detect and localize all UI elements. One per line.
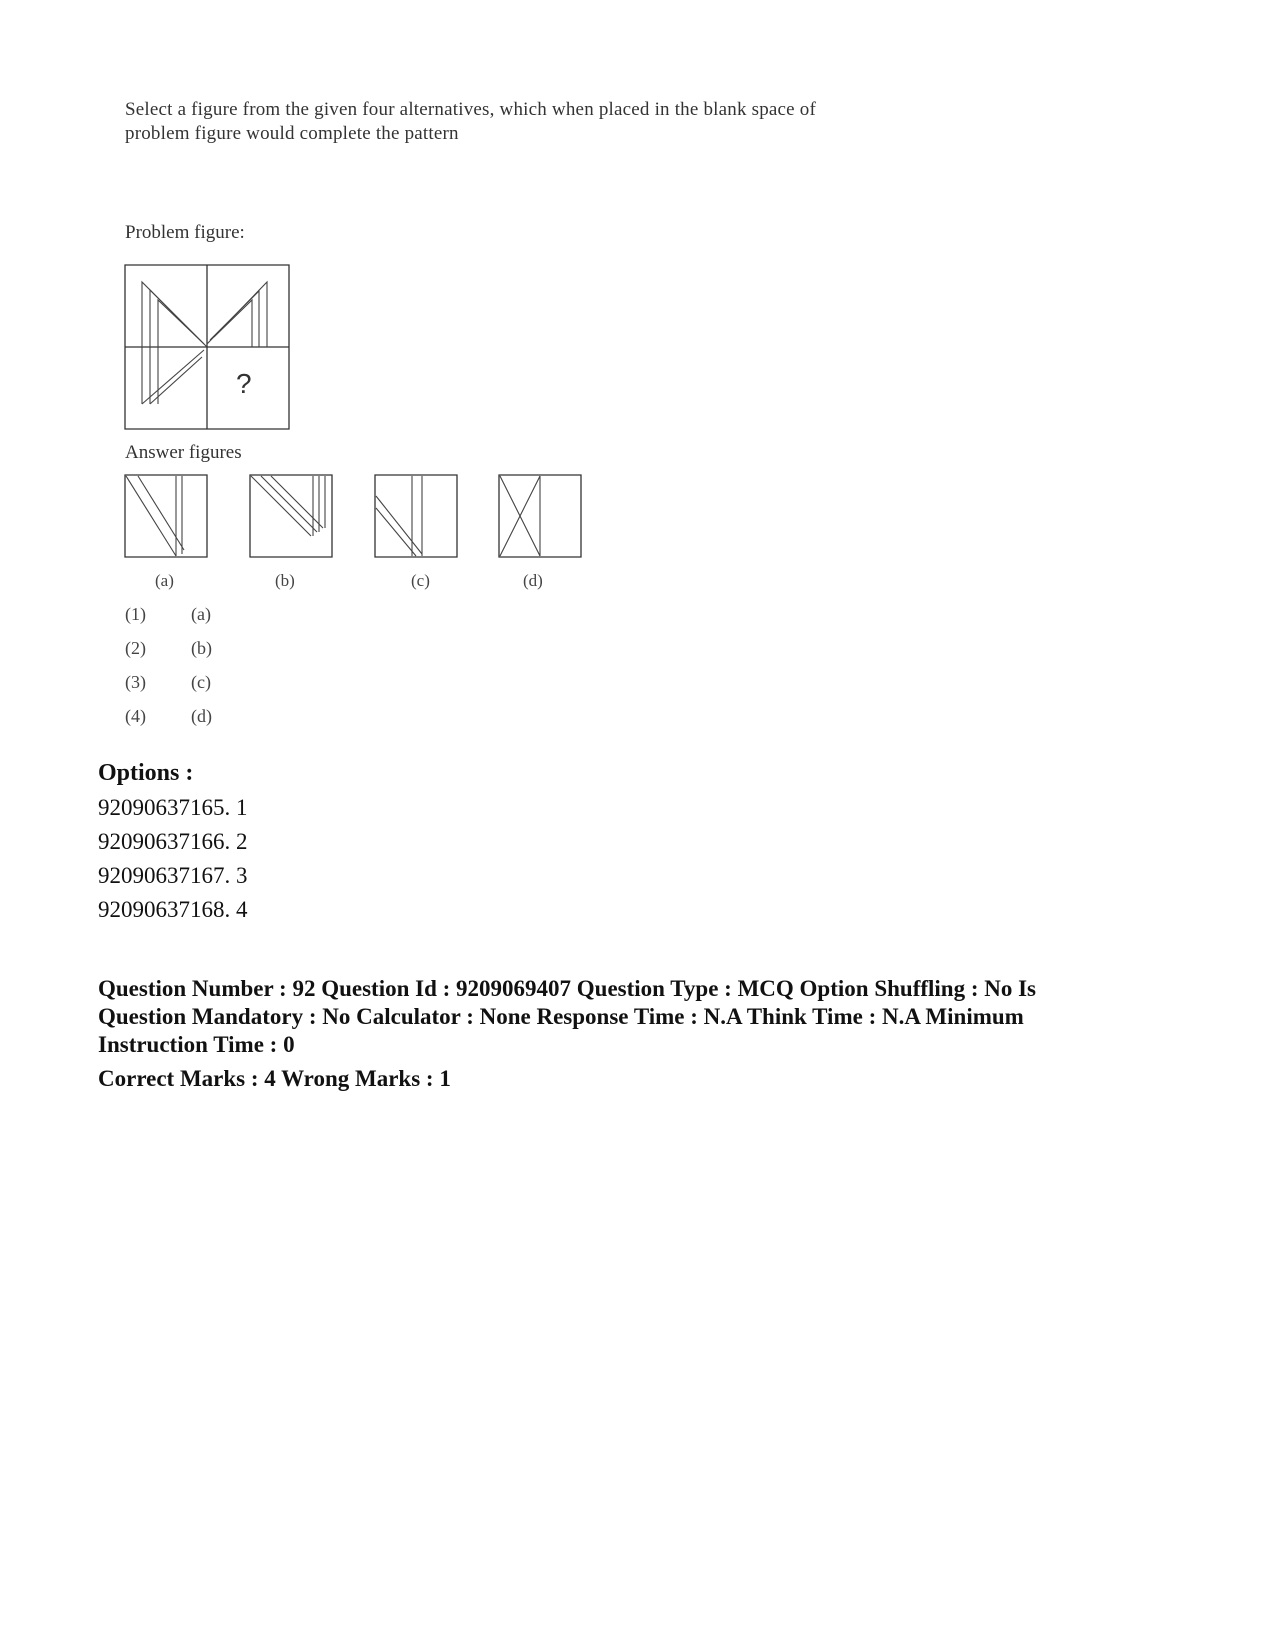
figure-label-d: (d) bbox=[523, 571, 543, 590]
alternative-letter: (b) bbox=[191, 638, 212, 658]
option-1[interactable]: 92090637165. 1 bbox=[98, 795, 248, 820]
option-3[interactable]: 92090637167. 3 bbox=[98, 863, 248, 888]
problem-figure-label: Problem figure: bbox=[125, 222, 245, 243]
alternative-row bbox=[0, 706, 400, 730]
figure-label-c: (c) bbox=[411, 571, 430, 590]
alternative-letter: (a) bbox=[191, 604, 211, 624]
figure-label-a: (a) bbox=[155, 571, 174, 590]
meta-line-3: Instruction Time : 0 bbox=[98, 1032, 295, 1057]
answer-figure-a[interactable] bbox=[124, 474, 210, 560]
alternative-letter: (d) bbox=[191, 706, 212, 726]
figure-label-b: (b) bbox=[275, 571, 295, 590]
answer-figure-b[interactable] bbox=[249, 474, 335, 560]
answer-figures-label: Answer figures bbox=[125, 442, 242, 463]
question-line-1: Select a figure from the given four alternatives, which when placed in the blank space of bbox=[125, 99, 816, 120]
alternative-number: (1) bbox=[125, 604, 146, 624]
alternative-row bbox=[0, 672, 400, 696]
marks-info: Correct Marks : 4 Wrong Marks : 1 bbox=[98, 1066, 451, 1091]
answer-figure-c[interactable] bbox=[374, 474, 460, 560]
question-meta bbox=[98, 975, 1218, 1059]
alternative-number: (4) bbox=[125, 706, 146, 726]
alternative-row bbox=[0, 638, 400, 662]
alternative-row bbox=[0, 604, 400, 628]
problem-figure bbox=[124, 264, 292, 432]
question-text bbox=[125, 98, 1025, 146]
option-4[interactable]: 92090637168. 4 bbox=[98, 897, 248, 922]
question-mark: ? bbox=[236, 368, 252, 399]
options-title: Options : bbox=[98, 760, 194, 786]
alternative-number: (3) bbox=[125, 672, 146, 692]
alternative-letter: (c) bbox=[191, 672, 211, 692]
answer-figure-d[interactable] bbox=[498, 474, 584, 560]
question-line-2: problem figure would complete the pattern bbox=[125, 123, 459, 144]
meta-line-1: Question Number : 92 Question Id : 9209069407 Question Type : MCQ Option Shuffling : No Is bbox=[98, 976, 1037, 1001]
meta-line-2: Question Mandatory : No Calculator : None Response Time : N.A Think Time : N.A Minimum bbox=[98, 1004, 1024, 1029]
option-2[interactable]: 92090637166. 2 bbox=[98, 829, 248, 854]
alternative-number: (2) bbox=[125, 638, 146, 658]
